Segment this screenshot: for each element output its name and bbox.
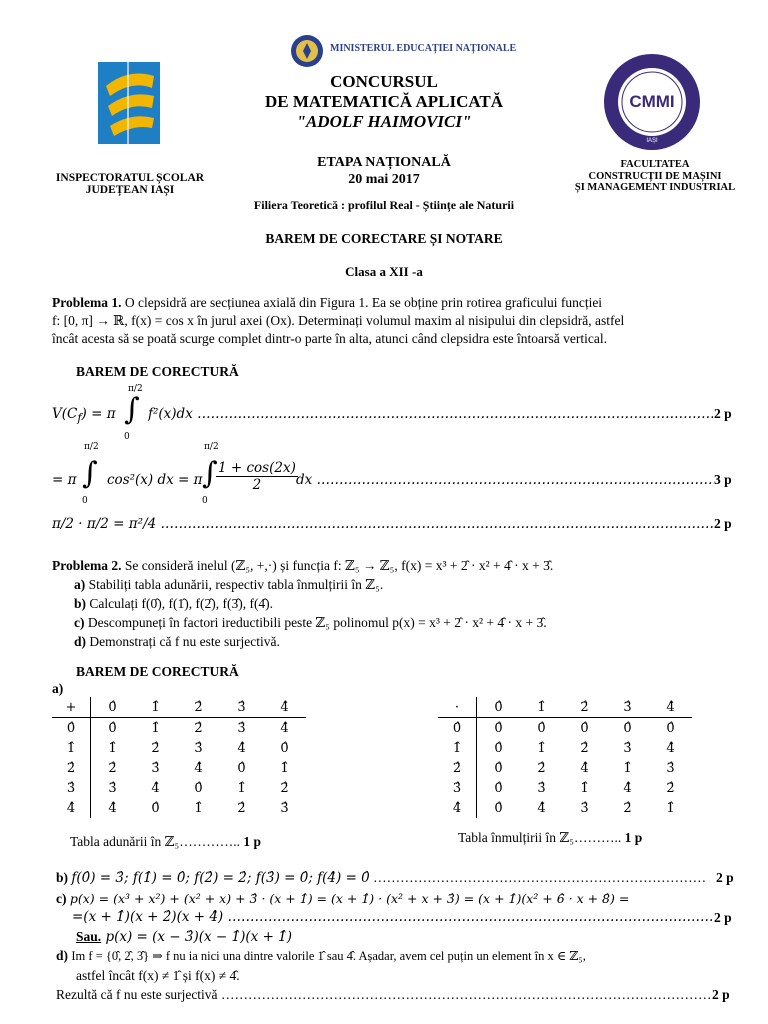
add-table-cell: 4̂ [280, 720, 289, 736]
sol-d-line1: Im f = {0̂, 2̂, 3̂} ⇒ f nu ia nici una dintre valorile 1̂ sau 4̂. Așadar, avem cel puțin un element în x ∈ ℤ₅, [71, 949, 586, 963]
problem-2 [52, 556, 752, 651]
addition-table [52, 697, 306, 818]
p1-text1: O clepsidră are secțiunea axială din Figura 1. Ea se obține prin rotirea graficului funcției [121, 295, 603, 310]
mul-table-row [438, 758, 692, 778]
add-table-cell: 3̂ [237, 720, 246, 736]
eq1-integrand: f²(x)dx ………………………………………………………………………………………………………………………………………………………………………………………………………………………………………………………… [148, 406, 713, 422]
ministry-name: MINISTERUL EDUCAȚIEI NAȚIONALE [330, 43, 517, 54]
add-table-cell: 4̂ [194, 760, 203, 776]
mul-table-cell: 0̂ [494, 780, 503, 796]
add-table-cell: 4̂ [151, 780, 160, 796]
add-table-cell: 3̂ [151, 760, 160, 776]
mul-table-cell: 0̂ [580, 720, 589, 736]
add-table-cell: 1̂ [237, 780, 246, 796]
sol-d-line3: Rezultă că f nu este surjectivă [56, 987, 218, 1002]
add-table-cell: 3̂ [280, 800, 289, 816]
sol-d-line2: astfel încât f(x) ≠ 1̂ și f(x) ≠ 4̂. [76, 968, 240, 983]
eq1-left: V(C [52, 406, 78, 422]
mul-table-cell: 3̂ [537, 780, 546, 796]
p1-eq3 [52, 508, 742, 544]
mul-table-header-cell: 2̂ [563, 697, 606, 718]
add-table-cell: 2̂ [151, 740, 160, 756]
ministry-header [290, 34, 517, 68]
sol-c-line1: p(x) = (x³ + x²) + (x² + x) + 3̂ · (x + 1̂) = (x + 1̂) · (x² + x + 3̂) = (x + 1̂)(x² + 6̂ · x + 8̂) = [69, 891, 630, 906]
mul-table-cell: 0̂ [494, 760, 503, 776]
eq2-integral-sign1: ∫ [82, 456, 98, 491]
eq1-points: 2 p [714, 406, 732, 421]
contest-title [200, 72, 568, 132]
mul-table-cell: 0̂ [494, 800, 503, 816]
sol-c-points: 2 p [714, 910, 732, 925]
add-table-cell: 0̂ [194, 780, 203, 796]
right-org-line1: FACULTATEA [620, 159, 690, 170]
mul-table-row-header: 1̂ [438, 738, 477, 758]
p1-barem-heading: BAREM DE CORECTURĂ [76, 364, 239, 379]
mul-table-cell: 1̂ [580, 780, 589, 796]
p2-c-label: c) [74, 615, 85, 630]
eq2-points: 3 p [714, 472, 732, 487]
stage-name: ETAPA NAȚIONALĂ [317, 155, 451, 170]
add-table-header-row [52, 697, 306, 718]
sol-b-label: b) [56, 870, 69, 885]
p2-b-text: Calculați f(0̂), f(1̂), f(2̂), f(3̂), f(4̂). [89, 596, 274, 611]
mul-table-cell: 2̂ [666, 780, 675, 796]
add-table-cell: 1̂ [194, 800, 203, 816]
eq1-lower: 0 [124, 432, 130, 442]
add-table-row [52, 718, 306, 739]
eq2-integral-sign2: ∫ [202, 456, 218, 491]
mul-table-cell: 0̂ [494, 740, 503, 756]
mul-table-cell: 4̂ [623, 780, 632, 796]
eq2-lower2: 0 [202, 496, 208, 506]
eq1-sub: f [77, 411, 82, 425]
add-table-cell: 0̂ [237, 760, 246, 776]
p1-eq2 [52, 442, 742, 508]
mul-table-cell: 4̂ [666, 740, 675, 756]
eq3-points: 2 p [714, 516, 732, 531]
p1-text3: încât acesta să se poată scurge complet dintr-o parte în alta, atunci când clepsidra este întoarsă vertical. [52, 331, 607, 346]
add-table-row-header: 3̂ [52, 778, 91, 798]
mul-table-cell: 2̂ [537, 760, 546, 776]
add-table-header-cell: 3̂ [220, 697, 263, 718]
multiplication-points: 1 p [624, 830, 643, 845]
mul-table-row [438, 738, 692, 758]
eq2-integrand1: cos²(x) dx = π [107, 472, 203, 488]
eq1-integral-sign: ∫ [124, 392, 140, 427]
addition-caption [70, 834, 261, 850]
right-org-line3: ȘI MANAGEMENT INDUSTRIAL [574, 182, 736, 193]
sol-c-label: c) [56, 891, 67, 906]
p2-a-label: a) [74, 577, 86, 592]
add-table-cell: 1̂ [151, 720, 160, 736]
sol-d-label: d) [56, 948, 69, 963]
class-label: Clasa a XII -a [345, 264, 423, 279]
mul-table-header-cell: · [438, 697, 477, 718]
right-logo [602, 52, 702, 152]
multiplication-caption-text: Tabla înmulțirii în ℤ₅……….. [458, 830, 622, 845]
add-table-cell: 1̂ [108, 740, 117, 756]
eq2-fraction [216, 460, 298, 493]
mul-table-header-row [438, 697, 692, 718]
sol-d-points: 2 p [712, 987, 730, 1002]
p2-a-text: Stabiliți tabla adunării, respectiv tabla înmulțirii în ℤ₅. [88, 577, 384, 592]
cmmi-text: CMMI [629, 92, 675, 111]
mul-table-row-header: 0̂ [438, 718, 477, 739]
mul-table-header-cell: 4̂ [649, 697, 692, 718]
eq2-left: = π [52, 472, 77, 488]
mul-table-header-cell: 1̂ [520, 697, 563, 718]
p2-text: Se consideră inelul (ℤ₅, +,·) și funcția f: ℤ₅ → ℤ₅, f(x) = x³ + 2̂ · x² + 4̂ · x + 3̂. [121, 558, 554, 573]
add-table-row [52, 738, 306, 758]
multiplication-caption [458, 830, 642, 846]
left-org-line2: JUDEȚEAN IAȘI [85, 184, 175, 196]
title-line1: CONCURSUL [330, 72, 438, 91]
mul-table-cell: 0̂ [623, 720, 632, 736]
inspectorate-logo-icon [98, 62, 160, 144]
add-table-cell: 3̂ [108, 780, 117, 796]
sol-c-line2: =(x + 1̂)(x + 2̂)(x + 4̂) [72, 909, 224, 925]
add-table-cell: 0̂ [151, 800, 160, 816]
mul-table-cell: 0̂ [537, 720, 546, 736]
sol-sau-label: Sau. [76, 929, 102, 944]
left-logo [98, 62, 160, 144]
p2-b-label: b) [74, 596, 87, 611]
addition-points: 1 p [243, 834, 261, 849]
mul-table-cell: 4̂ [580, 760, 589, 776]
mul-table-cell: 1̂ [537, 740, 546, 756]
add-table-header-cell: 4̂ [263, 697, 306, 718]
add-table-cell: 1̂ [280, 760, 289, 776]
add-table-cell: 2̂ [237, 800, 246, 816]
add-table-cell: 0̂ [108, 720, 117, 736]
eq2-after: dx ………………………………………………………………………………………………………………………………………………………………………………………………………………………………………………………… [296, 472, 714, 488]
p2-d-text: Demonstrați că f nu este surjectivă. [89, 634, 280, 649]
mul-table-cell: 4̂ [537, 800, 546, 816]
p2-barem-heading: BAREM DE CORECTURĂ [76, 664, 239, 679]
eq2-upper2: π/2 [204, 442, 219, 452]
add-table-cell: 2̂ [280, 780, 289, 796]
mul-table-row-header: 2̂ [438, 758, 477, 778]
cmmi-city: IAȘI [646, 138, 658, 144]
left-org-line1: INSPECTORATUL ȘCOLAR [55, 172, 205, 184]
p1-eq1 [52, 384, 742, 444]
mul-table-cell: 0̂ [666, 720, 675, 736]
add-table-header-cell: + [52, 697, 91, 718]
add-table-cell: 3̂ [194, 740, 203, 756]
mul-table-cell: 2̂ [623, 800, 632, 816]
mul-table-cell: 1̂ [666, 800, 675, 816]
add-table-cell: 4̂ [108, 800, 117, 816]
sol-sau-text: p(x) = (x − 3̂)(x − 1̂)(x + 1̂) [101, 929, 293, 945]
eq2-frac-num: 1 + cos(2x) [218, 460, 296, 476]
add-table-row [52, 778, 306, 798]
add-table-row-header: 1̂ [52, 738, 91, 758]
p1-label: Problema 1. [52, 295, 122, 310]
right-org [565, 159, 745, 194]
title-line2: DE MATEMATICĂ APLICATĂ [264, 92, 503, 111]
add-table-row-header: 4̂ [52, 798, 91, 818]
add-table-header-cell: 1̂ [134, 697, 177, 718]
left-org [30, 172, 230, 196]
solution-d [56, 946, 746, 1006]
mul-table-cell: 3̂ [580, 800, 589, 816]
add-table-cell: 0̂ [280, 740, 289, 756]
mul-table-cell: 0̂ [494, 720, 503, 736]
mul-table-cell: 2̂ [580, 740, 589, 756]
problem-1 [52, 294, 742, 348]
p2-label: Problema 2. [52, 558, 122, 573]
eq3-text: π/2 · π/2 = π²/4 ………………………………………………………………………………………………………………………………………………………………………………………………………………………………………………………… [52, 516, 713, 532]
right-org-line2: CONSTRUCȚII DE MAȘINI [588, 170, 722, 182]
ministry-seal-icon [290, 34, 324, 68]
mul-table-cell: 1̂ [623, 760, 632, 776]
mul-table-header-cell: 3̂ [606, 697, 649, 718]
p2-sol-a-label: a) [52, 681, 64, 696]
document-title: BAREM DE CORECTARE ȘI NOTARE [265, 231, 503, 246]
mul-table-row [438, 798, 692, 818]
sol-b-text: f(0̂) = 3̂; f(1̂) = 0̂; f(2̂) = 2̂; f(3̂) = 0̂; f(4̂) = 0̂ [71, 870, 370, 886]
add-table-cell: 2̂ [108, 760, 117, 776]
add-table-row-header: 0̂ [52, 718, 91, 739]
eq2-frac-den: 2 [252, 477, 262, 493]
eq1-upper: π/2 [128, 384, 143, 394]
title-line3: "ADOLF HAIMOVICI" [296, 112, 472, 131]
addition-caption-text: Tabla adunării în ℤ₅………….. [70, 834, 240, 849]
mul-table-row [438, 718, 692, 739]
solution-c [56, 889, 740, 949]
sol-b-points: 2 p [716, 870, 734, 885]
p1-text2: f: [0, π] → ℝ, f(x) = cos x în jurul axei (Ox). Determinați volumul maxim al nisipului din clepsidră, astfel [52, 313, 625, 328]
add-table-cell: 2̂ [194, 720, 203, 736]
mul-table-header-cell: 0̂ [477, 697, 521, 718]
mul-table-row-header: 3̂ [438, 778, 477, 798]
stage-date: 20 mai 2017 [348, 172, 420, 187]
solution-b [56, 870, 740, 889]
p2-d-label: d) [74, 634, 87, 649]
eq2-lower1: 0 [82, 496, 88, 506]
eq2-upper1: π/2 [84, 442, 99, 452]
mul-table-cell: 3̂ [666, 760, 675, 776]
p2-c-text: Descompuneți în factori ireductibili peste ℤ₅ polinomul p(x) = x³ + 2̂ · x² + 4̂ · x + 3̂. [87, 615, 547, 630]
add-table-header-cell: 0̂ [91, 697, 135, 718]
add-table-row-header: 2̂ [52, 758, 91, 778]
stage-info [230, 154, 538, 188]
eq1-mid: ) = π [81, 406, 116, 422]
mul-table-row-header: 4̂ [438, 798, 477, 818]
mul-table-row [438, 778, 692, 798]
add-table-row [52, 758, 306, 778]
track-label: Filiera Teoretică : profilul Real - Științe ale Naturii [253, 198, 515, 212]
mul-table-cell: 3̂ [623, 740, 632, 756]
add-table-cell: 4̂ [237, 740, 246, 756]
multiplication-table [438, 697, 692, 818]
add-table-row [52, 798, 306, 818]
add-table-header-cell: 2̂ [177, 697, 220, 718]
